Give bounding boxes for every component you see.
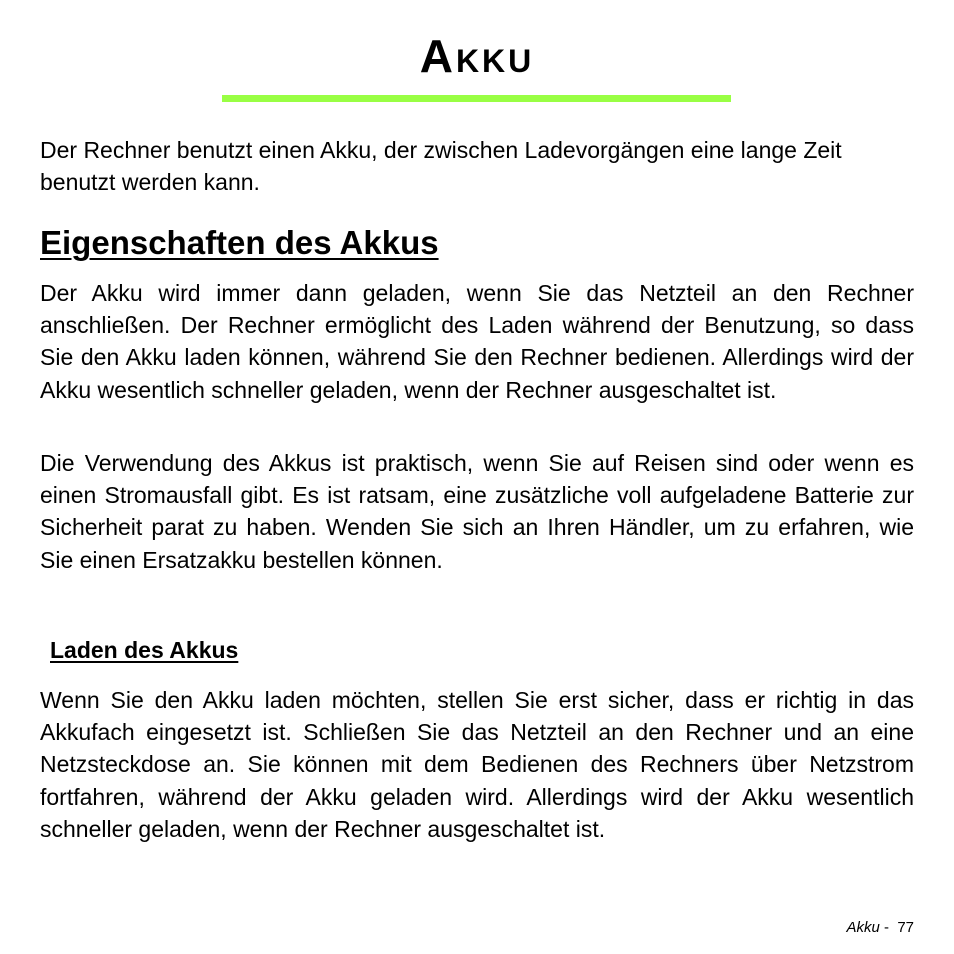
footer-chapter-label: Akku	[846, 919, 880, 936]
subsection-heading: Laden des Akkus	[50, 637, 239, 663]
footer-page-number: 77	[897, 919, 914, 936]
intro-paragraph: Der Rechner benutzt einen Akku, der zwischen Ladevorgängen eine lange Zeit benutzt werden kann.	[40, 137, 842, 196]
subsection-paragraph: Wenn Sie den Akku laden möchten, stellen Sie erst sicher, dass er richtig in das Akkufach eingesetzt ist. Schließen Sie das Netzteil an den Rechner und an eine Netzsteckdose an. Sie können mit dem Bedienen des Rechners über Netzstrom fortfahren, während der Akku geladen wird. Allerdings wird der Akku wesentlich schneller geladen, wenn der Rechner ausgeschaltet ist.	[40, 687, 914, 842]
footer-separator: -	[879, 919, 898, 936]
page-title: Akku	[419, 30, 535, 82]
title-underline-bar	[222, 95, 731, 102]
section-paragraph-1: Der Akku wird immer dann geladen, wenn Sie das Netzteil an den Rechner anschließen. Der Rechner ermöglicht des Laden während der Benutzung, so dass Sie den Akku laden können, während Sie den Rechner bedienen. Allerdings wird der Akku wesentlich schneller geladen, wenn der Rechner ausgeschaltet ist.	[40, 280, 914, 403]
section-heading: Eigenschaften des Akkus	[40, 224, 439, 261]
page-footer	[846, 918, 914, 938]
section-paragraph-2: Die Verwendung des Akkus ist praktisch, wenn Sie auf Reisen sind oder wenn es einen Stromausfall gibt. Es ist ratsam, eine zusätzliche voll aufgeladene Batterie zur Sicherheit parat zu haben. Wenden Sie sich an Ihren Händler, um zu erfahren, wie Sie einen Ersatzakku bestellen können.	[40, 450, 914, 573]
